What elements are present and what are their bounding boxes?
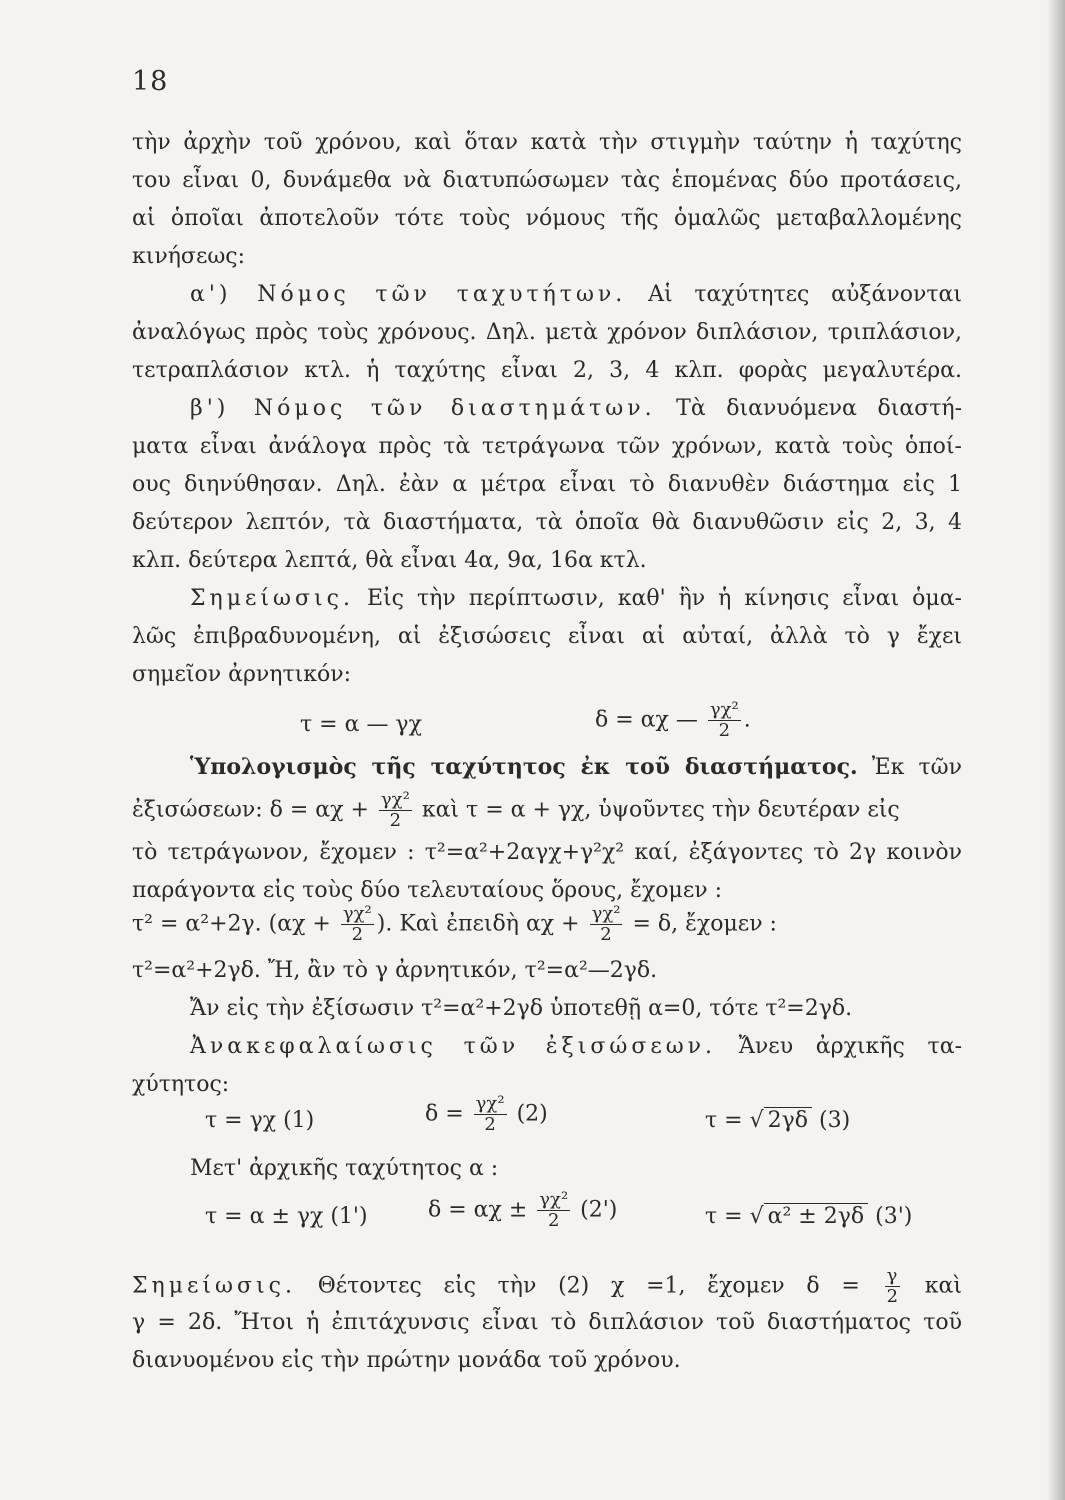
text-line-14: λῶς ἐπιβραδυνομένη, αἱ ἐξισώσεις εἶναι αἱ αὐταί, ἀλλὰ τὸ γ ἔχει <box>132 624 962 649</box>
text-line-10: ους διηνύθησαν. Δηλ. ἐὰν α μέτρα εἶναι τὸ διανυθὲν διάστημα εἰς 1 <box>132 472 962 497</box>
text-line-11: δεύτερον λεπτόν, τὰ διαστήματα, τὰ ὁποῖα θὰ διανυθῶσιν εἰς 2, 3, 4 <box>132 510 962 535</box>
formula-speed-3-prime-number: (3') <box>875 1204 913 1229</box>
text-line-9: ματα εἶναι ἀνάλογα πρὸς τὰ τετράγωνα τῶν χρόνων, κατὰ τοὺς ὁποί- <box>132 434 962 459</box>
section-heading-line <box>190 754 962 780</box>
formula-speed-3 <box>705 1108 850 1133</box>
fraction <box>537 1190 570 1231</box>
text-line-12: κλπ. δεύτερα λεπτά, θὰ εἶναι 4α, 9α, 16α κτλ. <box>132 548 647 573</box>
formula-distance-2-lhs: δ = <box>425 1101 464 1127</box>
fraction-numerator: γ <box>885 1266 900 1287</box>
formula-distance-2-prime-lhs: δ = αχ ± <box>428 1197 528 1223</box>
note-1-title: Σημείωσις. <box>190 586 354 611</box>
fraction-denominator: 2 <box>548 1210 560 1231</box>
fraction <box>341 904 374 945</box>
fraction <box>885 1266 900 1307</box>
formula-speed-3-prime <box>705 1204 912 1229</box>
law-of-distances-text: Τὰ διανυόμενα διαστή- <box>655 396 962 421</box>
square-root-radicand: 2γδ <box>764 1107 812 1133</box>
text-line-7: τετραπλάσιον κτλ. ἡ ταχύτης εἶναι 2, 3, 4 κλπ. φορὰς μεγαλυτέρα. <box>132 358 962 383</box>
law-of-distances-line <box>190 396 962 421</box>
law-of-speeds-text: Αἱ ταχύτητες αὐξάνονται <box>626 282 962 307</box>
fraction-denominator: 2 <box>351 924 364 945</box>
text-line-4: κινήσεως: <box>132 244 246 269</box>
scan-edge-shadow <box>1047 0 1065 1500</box>
text-line-21-end: = δ, ἔχομεν : <box>632 911 777 937</box>
square-root-radicand: α² ± 2γδ <box>764 1203 869 1229</box>
note-2-text: Θέτοντες εἰς τὴν (2) χ =1, ἔχομεν δ = <box>295 1273 860 1299</box>
text-line-21-start: τ² = α²+2γ. (αχ + <box>132 911 331 937</box>
fraction-numerator: γχ² <box>591 903 621 924</box>
text-line-18 <box>132 790 900 831</box>
formula-period: . <box>743 707 751 733</box>
text-line-20: παράγοντα εἰς τοὺς δύο τελευταίους ὅρους, ἔχομεν : <box>132 878 723 903</box>
text-line-21 <box>132 904 777 945</box>
text-line-18-start: ἐξισώσεων: δ = αχ + <box>132 797 369 823</box>
fraction-numerator: γχ² <box>380 789 410 810</box>
square-root: √ 2γδ <box>750 1108 812 1133</box>
fraction-denominator: 2 <box>718 720 731 741</box>
text-line-30: γ = 2δ. Ἤτοι ἡ ἐπιτάχυνσις εἶναι τὸ διπλάσιον τοῦ διαστήματος τοῦ <box>132 1310 962 1335</box>
law-of-speeds-title: α') Νόμος τῶν ταχυτήτων. <box>190 282 627 307</box>
law-of-speeds-line <box>190 282 962 307</box>
formula-distance-2-prime <box>428 1190 617 1231</box>
note-2-tail: καὶ <box>924 1273 963 1299</box>
fraction <box>379 790 412 831</box>
text-line-2: του εἶναι 0, δυνάμεθα νὰ διατυπώσωμεν τὰς ἑπομένας δύο προτάσεις, <box>132 168 962 193</box>
summary-title: Ἀνακεφαλαίωσις τῶν ἐξισώσεων. <box>190 1034 717 1059</box>
fraction-denominator: 2 <box>389 810 402 831</box>
fraction <box>708 700 741 741</box>
formula-speed-3-number: (3) <box>819 1108 851 1133</box>
note-2-title: Σημείωσις. <box>132 1273 296 1299</box>
formula-distance-2-number: (2) <box>516 1101 548 1127</box>
section-heading-tail: Ἐκ τῶν <box>857 755 962 780</box>
text-line-3: αἱ ὁποῖαι ἀποτελοῦν τότε τοὺς νόμους τῆς ὁμαλῶς μεταβαλλομένης <box>132 206 962 231</box>
fraction-numerator: γχ² <box>709 699 739 720</box>
note-1-line <box>190 586 962 611</box>
text-line-31: διανυομένου εἰς τὴν πρώτην μονάδα τοῦ χρόνου. <box>132 1348 681 1373</box>
section-heading: Ὑπολογισμὸς τῆς ταχύτητος ἐκ τοῦ διαστήματος. <box>190 754 858 780</box>
text-line-22: τ²=α²+2γδ. Ἤ, ἂν τὸ γ ἀρνητικόν, τ²=α²—2γδ. <box>132 958 658 983</box>
text-line-23: Ἄν εἰς τὴν ἐξίσωσιν τ²=α²+2γδ ὑποτεθῇ α=0, τότε τ²=2γδ. <box>190 996 853 1021</box>
fraction-denominator: 2 <box>886 1286 899 1307</box>
summary-line <box>190 1034 962 1059</box>
formula-distance-2-prime-number: (2') <box>580 1197 618 1223</box>
text-line-6: ἀναλόγως πρὸς τοὺς χρόνους. Δηλ. μετὰ χρόνον διπλάσιον, τριπλάσιον, <box>132 320 962 345</box>
fraction-numerator: γχ² <box>342 903 372 924</box>
fraction-denominator: 2 <box>484 1114 496 1135</box>
text-line-18-end: καὶ τ = α + γχ, ὑψοῦντες τὴν δευτέραν εἰς <box>421 797 900 823</box>
formula-decel-distance <box>595 700 751 741</box>
fraction-numerator: γχ² <box>475 1093 505 1114</box>
text-line-27: Μετ' ἀρχικῆς ταχύτητος α : <box>190 1156 499 1181</box>
formula-decel-speed: τ = α — γχ <box>300 712 422 737</box>
formula-distance-2 <box>425 1094 548 1135</box>
text-line-15: σημεῖον ἀρνητικόν: <box>132 662 352 687</box>
square-root: √ α² ± 2γδ <box>750 1204 869 1229</box>
text-line-25: χύτητος: <box>132 1072 230 1097</box>
fraction <box>474 1094 507 1135</box>
law-of-distances-title: β') Νόμος τῶν διαστημάτων. <box>190 396 656 421</box>
summary-text: Ἄνευ ἀρχικῆς τα- <box>716 1034 962 1059</box>
text-line-1: τὴν ἀρχὴν τοῦ χρόνου, καὶ ὅταν κατὰ τὴν στιγμὴν ταύτην ἡ ταχύτης <box>132 130 962 155</box>
formula-speed-3-prime-lhs: τ = <box>705 1204 743 1229</box>
formula-speed-3-lhs: τ = <box>705 1108 743 1133</box>
fraction-numerator: γχ² <box>539 1189 569 1210</box>
page-number: 18 <box>132 66 169 97</box>
formula-speed-1-prime: τ = α ± γχ (1') <box>205 1204 368 1229</box>
fraction-denominator: 2 <box>600 924 612 945</box>
formula-decel-distance-lhs: δ = αχ — <box>595 707 698 733</box>
formula-speed-1: τ = γχ (1) <box>205 1108 315 1133</box>
text-line-19: τὸ τετράγωνον, ἔχομεν : τ²=α²+2αγχ+γ²χ² καί, ἐξάγοντες τὸ 2γ κοινὸν <box>132 840 962 865</box>
fraction <box>590 904 623 945</box>
note-2-line <box>132 1266 962 1307</box>
note-1-text: Εἰς τὴν περίπτωσιν, καθ' ἣν ἡ κίνησις εἶναι ὁμα- <box>353 586 962 611</box>
text-line-21-middle: ). Καὶ ἐπειδὴ αχ + <box>376 911 580 937</box>
